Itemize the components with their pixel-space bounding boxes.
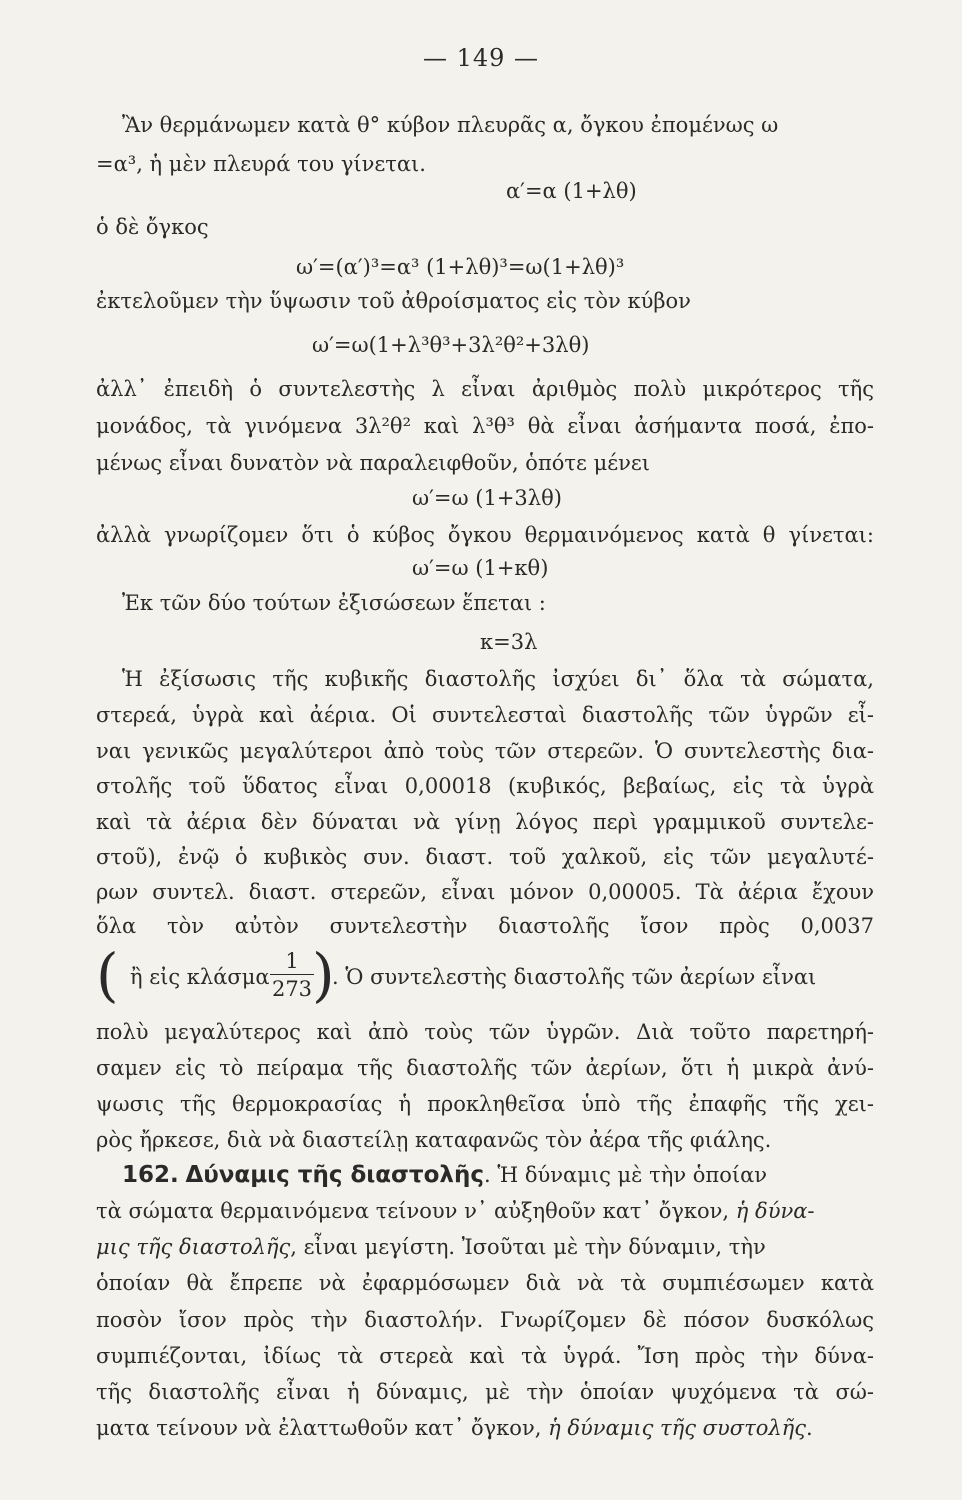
equation: α′=α (1+λθ) [506, 179, 637, 203]
text-fragment: , εἶναι μεγίστη. Ἰσοῦται μὲ τὴν δύναμιν, τὴν [290, 1235, 766, 1259]
text-fragment: ματα τείνουν νὰ ἐλαττωθοῦν κατ᾿ ὄγκον, [96, 1416, 549, 1440]
fraction-denominator: 273 [271, 977, 313, 1001]
right-parenthesis: ) [312, 941, 335, 1009]
section-title: Δύναμις τῆς διαστολῆς [185, 1162, 484, 1188]
text-fragment: τὰ σώματα θερμαινόμενα τείνουν ν᾿ αὐξηθοῦν κατ᾿ ὄγκον, [96, 1199, 736, 1223]
text-line: ἀλλ᾿ ἐπειδὴ ὁ συντελεστὴς λ εἶναι ἀριθμὸς πολὺ μικρότερος τῆς [96, 377, 874, 401]
equation: ω′=(α′)³=α³ (1+λθ)³=ω(1+λθ)³ [296, 255, 625, 279]
section-heading-line [122, 1160, 874, 1190]
text-line: στοῦ), ἐνῷ ὁ κυβικὸς συν. διαστ. τοῦ χαλκοῦ, εἰς τῶν μεγαλυτέ- [96, 845, 874, 869]
text-line: ψωσις τῆς θερμοκρασίας ἡ προκληθεῖσα ὑπὸ τῆς ἐπαφῆς τῆς χει- [96, 1092, 874, 1116]
text-fragment: . Ὁ συντελεστὴς διαστολῆς τῶν ἀερίων εἶναι [332, 965, 817, 989]
text-line: πολὺ μεγαλύτερος καὶ ἀπὸ τοὺς τῶν ὑγρῶν. Διὰ τοῦτο παρετηρή- [96, 1020, 874, 1044]
text-line: ποσὸν ἴσον πρὸς τὴν διαστολήν. Γνωρίζομεν δὲ πόσον δυσκόλως [96, 1308, 874, 1332]
text-line: ρὸς ἤρκεσε, διὰ νὰ διαστείλῃ καταφανῶς τὸν ἀέρα τῆς φιάλης. [96, 1128, 772, 1152]
text-line: ὅλα τὸν αὐτὸν συντελεστὴν διαστολῆς ἴσον πρὸς 0,0037 [96, 914, 874, 938]
italic-fragment: μις τῆς διαστολῆς [96, 1235, 291, 1259]
text-line [96, 1196, 874, 1226]
equation: κ=3λ [480, 630, 538, 654]
text-line: μονάδος, τὰ γινόμενα 3λ²θ² καὶ λ³θ³ θὰ εἶναι ἀσήμαντα ποσά, ἐπο- [96, 414, 874, 438]
text-line: Ἡ ἐξίσωσις τῆς κυβικῆς διαστολῆς ἰσχύει δι᾿ ὅλα τὰ σώματα, [122, 667, 874, 691]
text-line: ὁ δὲ ὄγκος [96, 215, 209, 239]
fraction [270, 948, 314, 1001]
text-line: σαμεν εἰς τὸ πείραμα τῆς διαστολῆς τῶν ἀερίων, ὅτι ἡ μικρὰ ἀνύ- [96, 1056, 874, 1080]
text-line: ὁποίαν θὰ ἔπρεπε νὰ ἐφαρμόσωμεν διὰ νὰ τὰ συμπιέσωμεν κατὰ [96, 1271, 874, 1295]
text-line: ναι γενικῶς μεγαλύτεροι ἀπὸ τοὺς τῶν στερεῶν. Ὁ συντελεστὴς δια- [96, 739, 874, 763]
text-line [96, 1232, 874, 1262]
text-line: Ἂν θερμάνωμεν κατὰ θ° κύβον πλευρᾶς α, ὄγκου ἐπομένως ω [122, 113, 779, 137]
text-line [96, 1413, 874, 1443]
text-line: ἀλλὰ γνωρίζομεν ὅτι ὁ κύβος ὄγκου θερμαινόμενος κατὰ θ γίνεται: [96, 523, 874, 547]
text-fragment: . [806, 1416, 813, 1440]
left-parenthesis: ( [96, 941, 119, 1009]
equation: ω′=ω (1+3λθ) [412, 486, 562, 510]
equation: ω′=ω (1+κθ) [412, 556, 549, 580]
text-line: συμπιέζονται, ἰδίως τὰ στερεὰ καὶ τὰ ὑγρά. Ἴση πρὸς τὴν δύνα- [96, 1344, 874, 1368]
equation: ω′=ω(1+λ³θ³+3λ²θ²+3λθ) [312, 333, 590, 357]
text-line: στολῆς τοῦ ὕδατος εἶναι 0,00018 (κυβικός, βεβαίως, εἰς τὰ ὑγρὰ [96, 774, 874, 798]
text-line: τῆς διαστολῆς εἶναι ἡ δύναμις, μὲ τὴν ὁποίαν ψυχόμενα τὰ σώ- [96, 1380, 874, 1404]
fraction-numerator: 1 [270, 948, 314, 975]
text-line: ἐκτελοῦμεν τὴν ὕψωσιν τοῦ ἀθροίσματος εἰς τὸν κύβον [96, 289, 691, 313]
section-number: 162. [122, 1162, 179, 1188]
text-line: μένως εἶναι δυνατὸν νὰ παραλειφθοῦν, ὁπότε μένει [96, 451, 650, 475]
text-line: =α³, ἡ μὲν πλευρά του γίνεται. [96, 152, 426, 176]
text-line: καὶ τὰ ἀέρια δὲν δύναται νὰ γίνῃ λόγος περὶ γραμμικοῦ συντελε- [96, 810, 874, 834]
page-number: — 149 — [422, 44, 540, 72]
text-line: στερεά, ὑγρὰ καὶ ἀέρια. Οἱ συντελεσταὶ διαστολῆς τῶν ὑγρῶν εἶ- [96, 703, 874, 727]
text-line: ρων συντελ. διαστ. στερεῶν, εἶναι μόνον 0,00005. Τὰ ἀέρια ἔχουν [96, 880, 874, 904]
text-fragment: ἢ εἰς κλάσμα [130, 965, 270, 989]
text-fragment: . Ἡ δύναμις μὲ τὴν ὁποίαν [483, 1163, 768, 1187]
text-line: Ἐκ τῶν δύο τούτων ἐξισώσεων ἕπεται : [122, 591, 546, 615]
italic-fragment: ἡ δύνα- [735, 1199, 815, 1223]
italic-fragment: ἡ δύναμις τῆς συστολῆς [548, 1416, 806, 1440]
